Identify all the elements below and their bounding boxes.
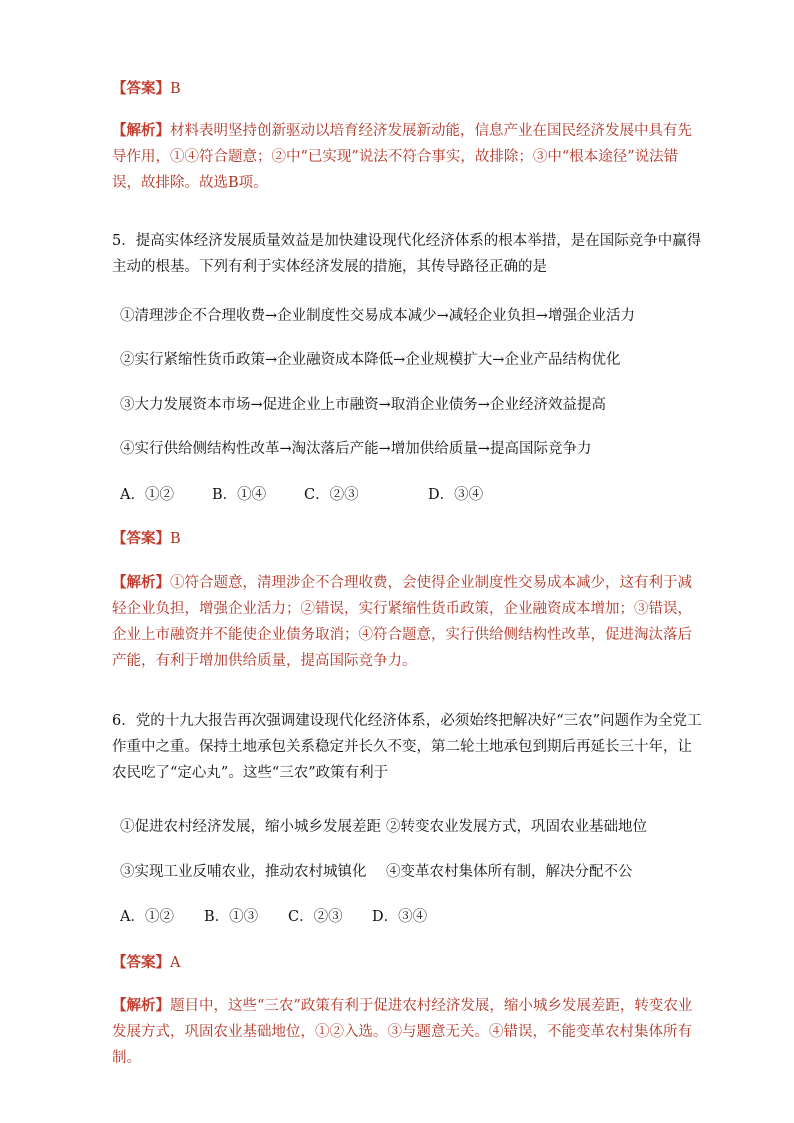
choice-d: D．③④ [372, 909, 428, 925]
analysis-text: 材料表明坚持创新驱动以培育经济发展新动能，信息产业在国民经济发展中具有先导作用，①④符合题意；②中“已实现”说法不符合事实，故排除；③中“根本途径”说法错误，故排除。故选B项。 [112, 123, 692, 191]
choice-a: A．①② [120, 909, 174, 925]
choice-b: B．①④ [212, 487, 267, 503]
question-text: 6．党的十九大报告再次强调建设现代化经济体系，必须始终把解决好“三农”问题作为全党工作重中之重。保持土地承包关系稳定并长久不变，第二轮土地承包到期后再延长三十年，让农民吃了“定心丸”。这些“三农”政策有利于 [112, 713, 702, 781]
question-5-option-2: ②实行紧缩性货币政策→企业融资成本降低→企业规模扩大→企业产品结构优化 [120, 352, 621, 368]
question-6-option-3: ③实现工业反哺农业，推动农村城镇化 [120, 864, 367, 880]
question-5-choices [120, 483, 483, 504]
choice-a: A．①② [120, 487, 174, 503]
question-5-option-1: ①清理涉企不合理收费→企业制度性交易成本减少→减轻企业负担→增强企业活力 [120, 308, 635, 324]
choice-c: C．②③ [288, 909, 343, 925]
answer-tag: 【答案】 [112, 531, 170, 547]
analysis-paragraph [112, 118, 702, 196]
analysis-text: 题目中，这些“三农”政策有利于促进农村经济发展，缩小城乡发展差距，转变农业发展方式，巩固农业基础地位，①②入选。③与题意无关。④错误，不能变革农村集体所有制。 [112, 998, 693, 1066]
answer-line [112, 950, 702, 976]
question-6-option-2: ②转变农业发展方式，巩固农业基础地位 [386, 819, 647, 835]
analysis-tag: 【解析】 [112, 998, 170, 1014]
question-5-option-3: ③大力发展资本市场→促进企业上市融资→取消企业债务→企业经济效益提高 [120, 397, 606, 413]
answer-value: B [170, 531, 181, 547]
analysis-text: ①符合题意，清理涉企不合理收费，会使得企业制度性交易成本减少，这有利于减轻企业负担，增强企业活力；②错误，实行紧缩性货币政策，企业融资成本增加；③错误，企业上市融资并不能使企业债务取消；④符合题意，实行供给侧结构性改革，促进淘汰落后产能，有利于增加供给质量，提高国际竞争力。 [112, 575, 692, 669]
answer-line [112, 76, 702, 102]
answer-value: A [170, 955, 181, 971]
question-text: 5．提高实体经济发展质量效益是加快建设现代化经济体系的根本举措，是在国际竞争中赢得主动的根基。下列有利于实体经济发展的措施，其传导路径正确的是 [112, 233, 702, 275]
answer-line [112, 526, 702, 552]
question-6-options-row-2 [120, 861, 633, 883]
choice-d: D．③④ [428, 487, 484, 503]
question-6-choices [120, 905, 427, 926]
answer-value: B [170, 81, 181, 97]
question-6-options-row-1 [120, 816, 647, 838]
analysis-paragraph [112, 570, 702, 674]
choice-c: C．②③ [304, 487, 359, 503]
analysis-tag: 【解析】 [112, 575, 170, 591]
analysis-paragraph [112, 993, 702, 1071]
answer-tag: 【答案】 [112, 81, 170, 97]
question-6-option-1: ①促进农村经济发展，缩小城乡发展差距 [120, 819, 381, 835]
question-5-option-4: ④实行供给侧结构性改革→淘汰落后产能→增加供给质量→提高国际竞争力 [120, 441, 592, 457]
analysis-tag: 【解析】 [112, 123, 170, 139]
question-6-option-4: ④变革农村集体所有制，解决分配不公 [386, 864, 633, 880]
answer-tag: 【答案】 [112, 955, 170, 971]
question-5-stem [112, 228, 702, 280]
choice-b: B．①③ [204, 909, 259, 925]
question-6-stem [112, 708, 702, 786]
